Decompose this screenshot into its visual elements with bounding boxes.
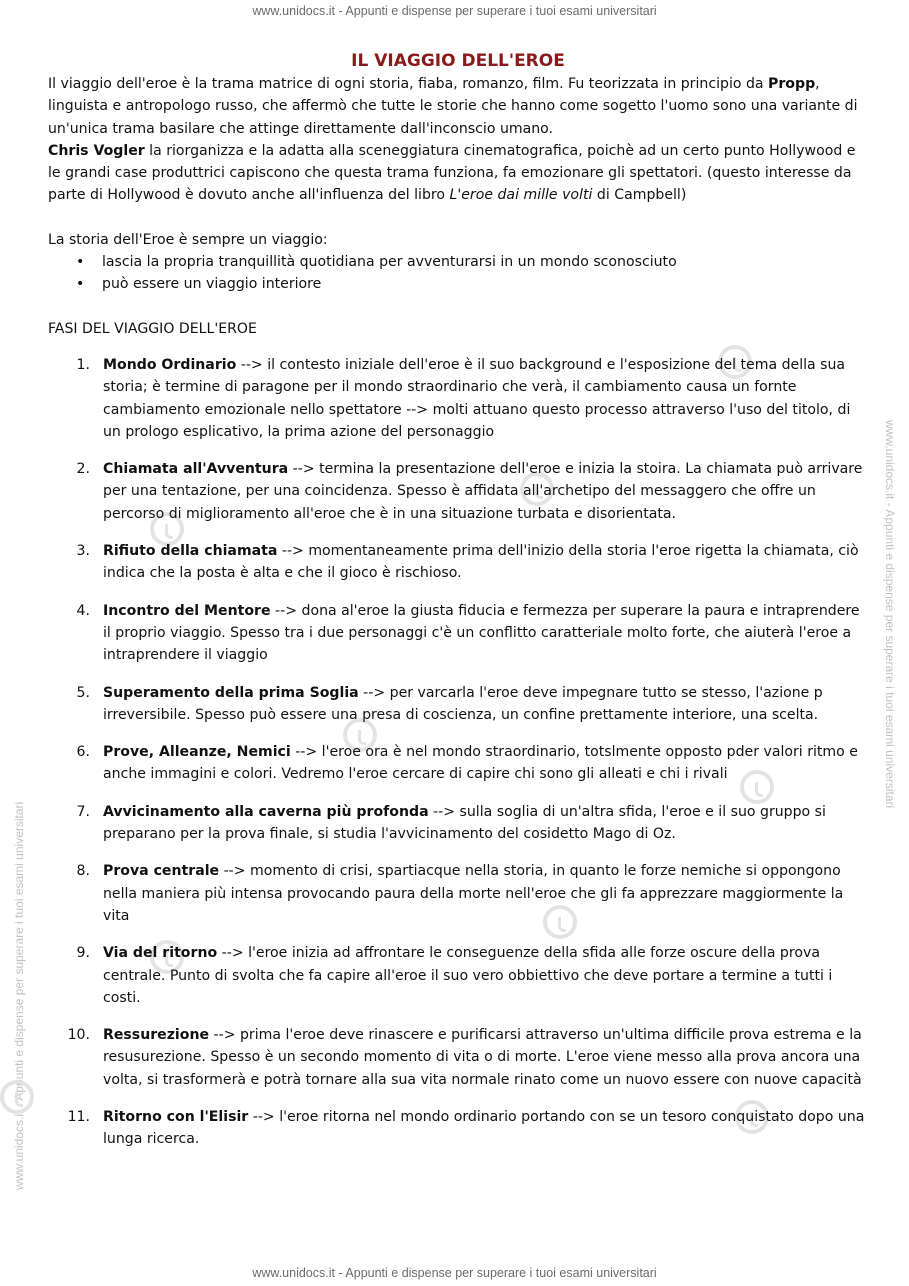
story-lead: La storia dell'Eroe è sempre un viaggio: xyxy=(48,231,328,248)
phases-heading: FASI DEL VIAGGIO DELL'EROE xyxy=(48,320,257,337)
item-number: 3. xyxy=(76,543,90,560)
intro-text: la riorganizza e la adatta alla sceneggiatura cinematografica, poichè ad un certo punto Hollywood e le grandi case produttrici capiscono che questa trama funziona, fa emozionare gli spettatori. (questo interesse da parte di Hollywood è dovuto anche all'influenza del libro xyxy=(48,142,856,204)
list-item xyxy=(48,458,868,525)
phase-text: --> l'eroe ritorna nel mondo ordinario portando con se un tesoro conquistato dopo una lunga ricerca. xyxy=(103,1108,865,1148)
page-header: www.unidocs.it - Appunti e dispense per superare i tuoi esami universitari xyxy=(252,4,657,18)
bullet-icon: • xyxy=(76,254,85,271)
phase-term: Ritorno con l'Elisir xyxy=(103,1108,249,1125)
phase-term: Superamento della prima Soglia xyxy=(103,684,359,701)
intro-paragraph-2 xyxy=(48,140,868,207)
phase-term: Via del ritorno xyxy=(103,945,218,962)
intro-paragraph-1 xyxy=(48,73,868,140)
phase-text: --> l'eroe ora è nel mondo straordinario, totslmente opposto pder valori ritmo e anche immagini e colori. Vedremo l'eroe cercare di capire chi sono gli alleati e chi i rivali xyxy=(103,744,858,783)
phase-text: --> per varcarla l'eroe deve impegnare tutto se stesso, l'azione p irreversibile. Spesso può essere una presa di coscienza, un confine prettamente interiore, una scelta. xyxy=(103,684,823,723)
list-item xyxy=(48,600,868,667)
side-watermark-left: www.unidocs.it - Appunti e dispense per superare i tuoi esami universitari xyxy=(12,801,26,1190)
phase-text: --> l'eroe inizia ad affrontare le conseguenze della sfida alle forze oscure della prova centrale. Punto di svolta che fa capire all'eroe il suo vero obbiettivo che deve portare a termine a tutti i costi. xyxy=(103,945,833,1006)
item-number: 1. xyxy=(76,356,90,373)
list-item xyxy=(48,741,868,786)
phase-text: --> momentaneamente prima dell'inizio della storia l'eroe rigetta la chiamata, ciò indica che la posta è alta e che il gioco è rischioso. xyxy=(103,543,859,582)
phase-term: Mondo Ordinario xyxy=(103,356,237,373)
document-body xyxy=(48,50,868,1166)
intro-text: Il viaggio dell'eroe è la trama matrice di ogni storia, fiaba, romanzo, film. Fu teorizzata in principio da xyxy=(48,76,769,92)
book-title: L'eroe dai mille volti xyxy=(449,187,593,204)
list-item xyxy=(48,860,868,927)
intro-text: di Campbell) xyxy=(592,187,687,204)
phase-term: Avvicinamento alla caverna più profonda xyxy=(103,803,429,820)
item-number: 10. xyxy=(67,1027,90,1044)
list-item xyxy=(48,942,868,1009)
phase-text: --> il contesto iniziale dell'eroe è il suo background e l'esposizione del tema della sua storia; è termine di paragone per il mondo straordinario che verà, il cambiamento causa un fornte cambiamento emozionale nello spettatore --> molti attuano questo processo attraverso l'uso del titolo, di un prologo esplicativo, la prima azione del personaggio xyxy=(103,356,851,440)
item-number: 8. xyxy=(76,863,90,880)
phase-text: --> dona al'eroe la giusta fiducia e fermezza per superare la paura e intraprendere il proprio viaggio. Spesso tra i due personaggi c'è un conflitto caratteriale molto forte, che aiuterà l'eroe a intraprendere il viaggio xyxy=(103,602,860,664)
list-item xyxy=(48,540,868,585)
item-number: 11. xyxy=(67,1108,90,1125)
page-title: IL VIAGGIO DELL'EROE xyxy=(351,51,565,71)
list-item xyxy=(48,273,868,295)
phase-term: Prova centrale xyxy=(103,863,220,880)
list-item xyxy=(48,682,868,727)
phases-list xyxy=(48,354,868,1151)
list-item xyxy=(48,801,868,846)
side-watermark-right: www.unidocs.it - Appunti e dispense per superare i tuoi esami universitari xyxy=(883,420,897,809)
list-item xyxy=(48,251,868,273)
item-number: 6. xyxy=(76,744,90,761)
item-number: 7. xyxy=(76,803,90,820)
phase-text: --> sulla soglia di un'altra sfida, l'eroe e il suo gruppo si preparano per la prova finale, si studia l'avvicinamento del cosidetto Mago di Oz. xyxy=(103,803,826,843)
intro-name-vogler: Chris Vogler xyxy=(48,142,145,159)
phase-term: Ressurezione xyxy=(103,1027,210,1044)
item-number: 5. xyxy=(76,684,90,701)
phase-text: --> prima l'eroe deve rinascere e purificarsi attraverso un'ultima difficile prova estrema e la resusurezione. Spesso è un secondo momento di vita o di morte. L'eroe viene messo alla prova ancora una volta, si trasformerà e potrà tornare alla sua vita normale rinato come un nuovo essere con nuove capacità xyxy=(103,1027,862,1088)
phase-text: --> momento di crisi, spartiacque nella storia, in quanto le forze nemiche si oppongono nella maniera più intensa provocando paura della morte nell'eroe che gli fa apprezzare maggiormente la vita xyxy=(103,863,844,924)
story-bullet-list xyxy=(48,251,868,296)
list-item xyxy=(48,1106,868,1151)
item-number: 9. xyxy=(76,945,90,962)
intro-text: , linguista e antropologo russo, che affermò che tutte le storie che hanno come sogetto l'uomo sono una variante di un'unica trama basilare che attinge direttamente dall'inconscio umano. xyxy=(48,76,858,137)
watermark-logo-icon xyxy=(0,1080,34,1114)
list-item xyxy=(48,354,868,443)
bullet-text: può essere un viaggio interiore xyxy=(102,276,322,293)
item-number: 4. xyxy=(76,602,90,619)
list-item xyxy=(48,1024,868,1091)
page-footer: www.unidocs.it - Appunti e dispense per superare i tuoi esami universitari xyxy=(252,1266,657,1280)
phase-term: Incontro del Mentore xyxy=(103,602,271,619)
bullet-text: lascia la propria tranquillità quotidiana per avventurarsi in un mondo sconosciuto xyxy=(102,254,677,271)
intro-name-propp: Propp xyxy=(768,76,816,92)
phase-term: Chiamata all'Avventura xyxy=(103,461,289,478)
bullet-icon: • xyxy=(76,276,85,293)
phase-text: --> termina la presentazione dell'eroe e inizia la stoira. La chiamata può arrivare per una tentazione, per una coincidenza. Spesso è affidata all'archetipo del messaggero che offre un percorso di miglioramento all'eroe che è in una situazione turbata e disorientata. xyxy=(103,461,863,522)
phase-term: Prove, Alleanze, Nemici xyxy=(103,744,291,761)
item-number: 2. xyxy=(76,461,90,478)
phase-term: Rifiuto della chiamata xyxy=(103,543,278,560)
